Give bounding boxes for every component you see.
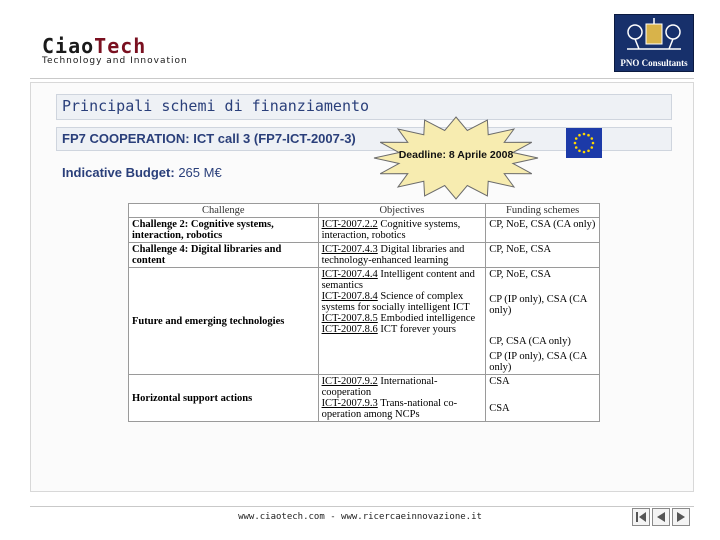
funding-item: CP, NoE, CSA xyxy=(489,244,552,255)
deadline-label: Deadline: 8 Aprile 2008 xyxy=(398,149,514,161)
challenge-cell: Challenge 2: Cognitive systems, interaction, robotics xyxy=(129,218,319,243)
header-objectives: Objectives xyxy=(318,204,486,218)
previous-icon xyxy=(653,509,669,525)
objective-code-link[interactable]: ICT-2007.8.5 xyxy=(321,313,378,324)
objective-code-link[interactable]: ICT-2007.4.4 xyxy=(321,269,378,280)
table-header-row xyxy=(129,204,600,218)
funding-cell xyxy=(486,268,600,375)
ciaotech-logo: CiaoTech xyxy=(42,34,147,58)
objective-code-link[interactable]: ICT-2007.8.6 xyxy=(321,324,378,335)
pno-crest-icon xyxy=(615,15,693,57)
objectives-cell xyxy=(318,243,486,268)
objective-code-link[interactable]: ICT-2007.9.3 xyxy=(321,398,378,409)
logo-tagline: Technology and Innovation xyxy=(42,56,188,66)
table-row xyxy=(129,375,600,422)
objective-item xyxy=(322,244,483,266)
objective-item xyxy=(322,291,483,313)
objectives-cell xyxy=(318,375,486,422)
objective-code-link[interactable]: ICT-2007.2.2 xyxy=(321,219,378,230)
objective-item xyxy=(322,376,483,398)
funding-item: CP (IP only), CSA (CA only) xyxy=(489,294,587,316)
funding-cell xyxy=(486,243,600,268)
slide-title: Principali schemi di finanziamento xyxy=(62,97,370,115)
objective-text: International-cooperation xyxy=(321,376,438,398)
table-row xyxy=(129,218,600,243)
objective-text: Cognitive systems, interaction, robotics xyxy=(321,219,461,241)
funding-schemes-table xyxy=(128,203,600,422)
objective-text: Embodied intelligence xyxy=(377,313,476,324)
first-icon xyxy=(633,509,649,525)
funding-item: CP, NoE, CSA (CA only) xyxy=(489,219,596,230)
footer-divider xyxy=(30,506,694,507)
header-challenge: Challenge xyxy=(129,204,319,218)
funding-item: CP (IP only), CSA (CA only) xyxy=(489,351,587,373)
header-funding: Funding schemes xyxy=(486,204,600,218)
call-subtitle: FP7 COOPERATION: ICT call 3 (FP7-ICT-2007-3) xyxy=(62,131,356,146)
objective-text: ICT forever yours xyxy=(377,324,457,335)
pno-label: PNO Consultants xyxy=(620,58,688,68)
objective-item xyxy=(322,219,483,241)
challenge-cell: Challenge 4: Digital libraries and content xyxy=(129,243,319,268)
objectives-cell xyxy=(318,268,486,375)
funding-item: CP, CSA (CA only) xyxy=(489,336,571,347)
objective-item xyxy=(322,324,483,335)
table-row xyxy=(129,268,600,375)
funding-item: CP, NoE, CSA xyxy=(489,269,552,280)
objective-code-link[interactable]: ICT-2007.9.2 xyxy=(321,376,378,387)
funding-item: CSA xyxy=(489,403,510,414)
nav-next-button[interactable] xyxy=(672,508,690,526)
objective-code-link[interactable]: ICT-2007.8.4 xyxy=(321,291,378,302)
objective-text: Intelligent content and semantics xyxy=(321,269,475,291)
challenge-cell: Future and emerging technologies xyxy=(129,268,319,375)
budget-value: 265 M€ xyxy=(178,165,222,180)
objective-text: Science of complex systems for socially intelligent ICT xyxy=(321,291,470,313)
nav-first-button[interactable] xyxy=(632,508,650,526)
pno-consultants-logo xyxy=(614,14,694,72)
objective-item xyxy=(322,313,483,324)
footer-urls: www.ciaotech.com - www.ricercaeinnovazione.it xyxy=(238,512,482,522)
budget-line: Indicative Budget: 265 M€ xyxy=(62,165,222,180)
funding-cell xyxy=(486,218,600,243)
objective-code-link[interactable]: ICT-2007.4.3 xyxy=(321,244,378,255)
objective-text: Trans-national co-operation among NCPs xyxy=(321,398,458,420)
objectives-cell xyxy=(318,218,486,243)
objective-text: Digital libraries and technology-enhanced learning xyxy=(321,244,465,266)
objective-item xyxy=(322,269,483,291)
nav-previous-button[interactable] xyxy=(652,508,670,526)
objective-item xyxy=(322,398,483,420)
funding-cell xyxy=(486,375,600,422)
eu-flag-icon xyxy=(566,128,602,158)
header-divider xyxy=(30,78,694,79)
funding-item: CSA xyxy=(489,376,510,387)
next-icon xyxy=(673,509,689,525)
challenge-cell: Horizontal support actions xyxy=(129,375,319,422)
table-row xyxy=(129,243,600,268)
